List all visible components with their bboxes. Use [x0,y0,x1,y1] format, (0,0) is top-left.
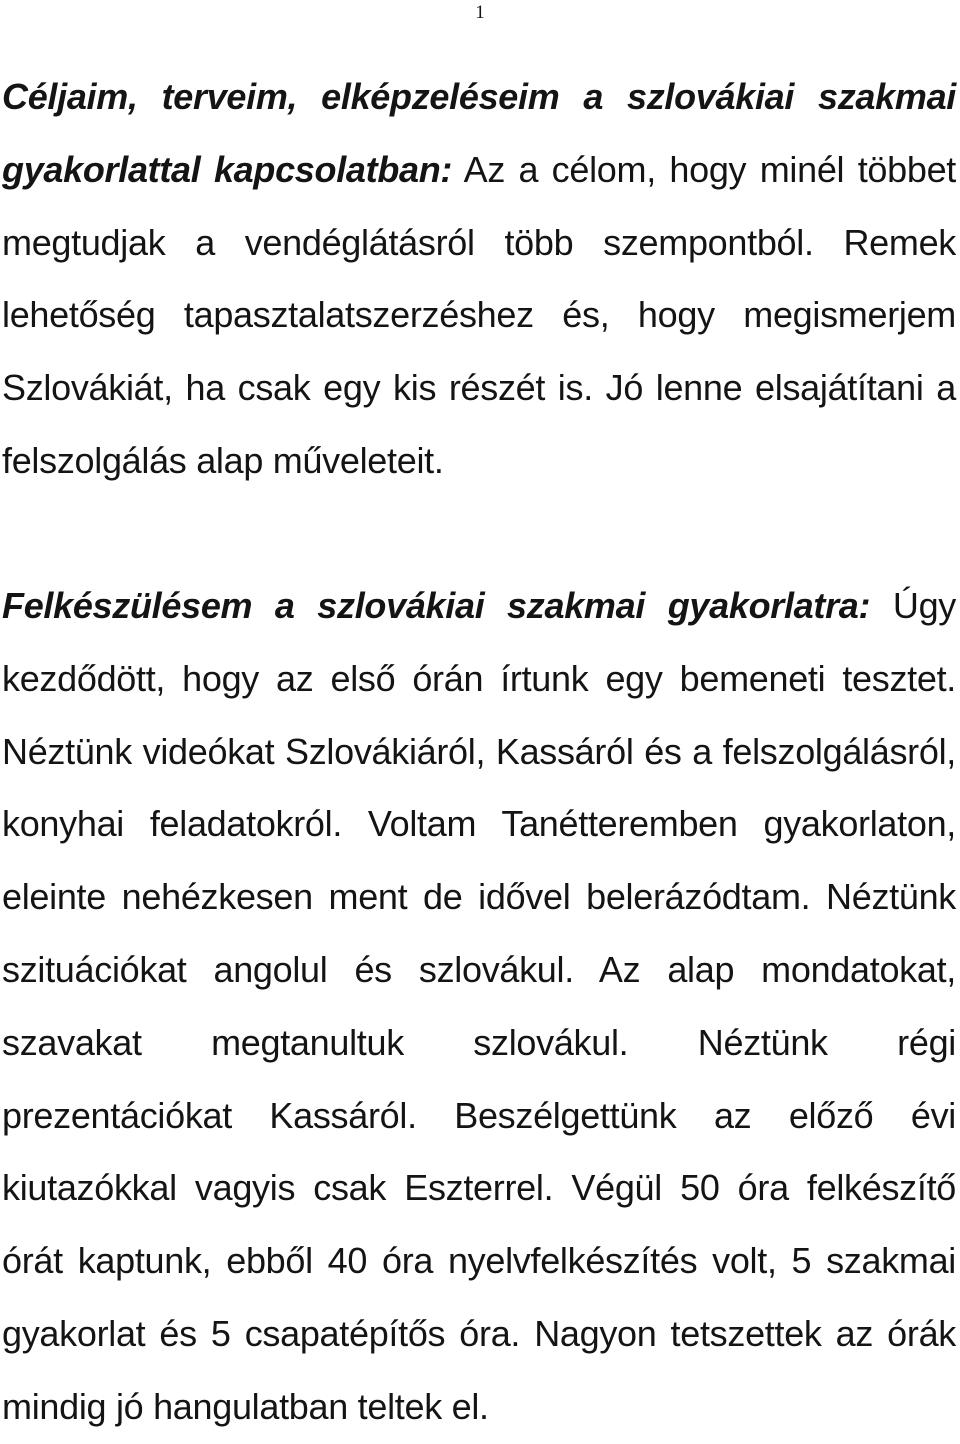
paragraph-body-preparation: Úgy kezdődött, hogy az első órán írtunk egy bemeneti tesztet. Néztünk videókat Szlovákiáról, Kassáról és a felszolgálásról, konyhai feladatokról. Voltam Tanétteremben gyakorlaton, eleinte nehézkesen ment de idővel belerázódtam. Néztünk szituációkat angolul és szlovákul. Az alap mondatokat, szavakat megtanultuk szlovákul. Néztünk régi prezentációkat Kassáról. Beszélgettünk az előző évi kiutazókkal vagyis csak Eszterrel. Végül 50 óra felkészítő órát kaptunk, ebből 40 óra nyelvfelkészítés volt, 5 szakmai gyakorlat és 5 csapatépítős óra. Nagyon tetszettek az órák mindig jó hangulatban teltek el. [2,585,956,1427]
paragraph-preparation [2,570,956,1444]
page-number: 1 [475,2,485,23]
paragraph-heading-preparation: Felkészülésem a szlovákiai szakmai gyakorlatra: [2,585,871,626]
paragraph-goals [2,61,956,498]
paragraph-heading-goals: Céljaim, terveim, elképzeléseim a szlovákiai szakmai gyakorlattal kapcsolatban: [2,76,956,190]
paragraph-body-goals: Az a célom, hogy minél többet megtudjak a vendéglátásról több szempontból. Remek lehetőség tapasztalatszerzéshez és, hogy megismerjem Szlovákiát, ha csak egy kis részét is. Jó lenne elsajátítani a felszolgálás alap műveleteit. [2,148,956,481]
